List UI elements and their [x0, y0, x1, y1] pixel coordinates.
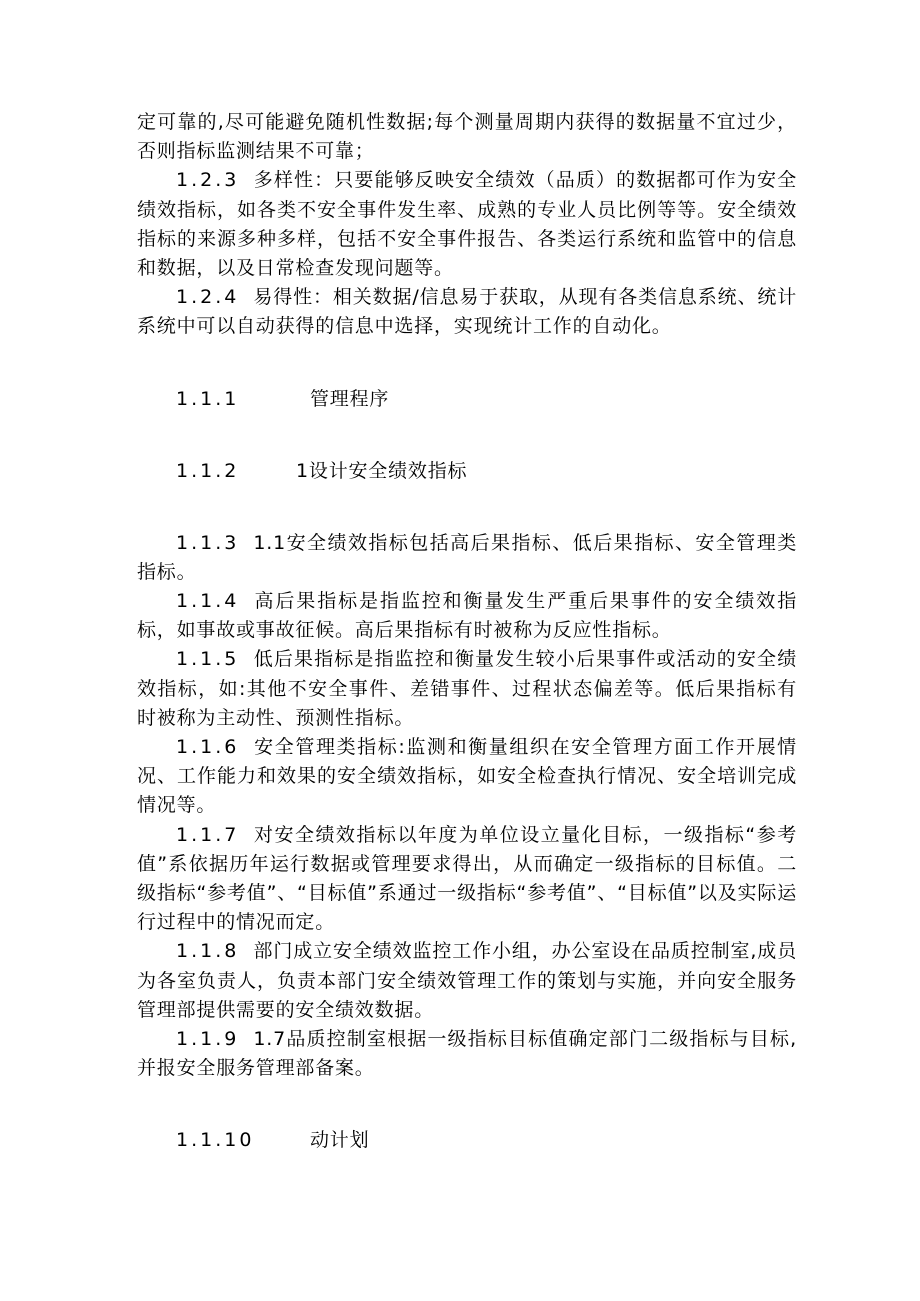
heading-1-1-2: [137, 457, 797, 486]
section-number: 1.1.6: [176, 736, 240, 759]
paragraph-text: 对安全绩效指标以年度为单位设立量化目标，一级指标“参考值”系依据历年运行数据或管理要求得出，从而确定一级指标的目标值。二级指标“参考值”、“目标值”系通过一级指标“参考值”、“目标值”以及实际运行过程中的情况而定。: [137, 823, 797, 934]
section-number: 1.1.1: [176, 387, 240, 410]
section-number: 1.1.5: [176, 648, 240, 671]
paragraph-text: 安全管理类指标:监测和衡量组织在安全管理方面工作开展情况、工作能力和效果的安全绩效指标，如安全检查执行情况、安全培训完成情况等。: [137, 736, 797, 817]
paragraph-1-1-6: [137, 733, 797, 821]
paragraph-text: 多样性：只要能够反映安全绩效（品质）的数据都可作为安全绩效指标，如各类不安全事件发生率、成熟的专业人员比例等等。安全绩效指标的来源多种多样，包括不安全事件报告、各类运行系统和监管中的信息和数据，以及日常检查发现问题等。: [137, 169, 797, 280]
section-number: 1.2.3: [176, 169, 240, 192]
heading-1-1-10: [137, 1126, 797, 1155]
section-number: 1.1.3: [176, 531, 240, 554]
paragraph-text: 易得性：相关数据/信息易于获取，从现有各类信息系统、统计系统中可以自动获得的信息中选择，实现统计工作的自动化。: [137, 286, 797, 338]
paragraph-1-1-5: [137, 645, 797, 733]
paragraph-1-1-7: [137, 821, 797, 938]
section-number: 1.1.2: [176, 459, 240, 482]
section-number: 1.1.9: [176, 1028, 240, 1051]
section-number: 1.1.8: [176, 940, 240, 963]
document-body: [137, 108, 797, 1155]
heading-text: 1设计安全绩效指标: [296, 459, 468, 482]
paragraph-1-1-9: [137, 1025, 797, 1083]
paragraph-text: 1.1安全绩效指标包括高后果指标、低后果指标、安全管理类指标。: [137, 531, 797, 583]
heading-1-1-1: [137, 385, 797, 414]
paragraph-text: 低后果指标是指监控和衡量发生较小后果事件或活动的安全绩效指标，如:其他不安全事件、差错事件、过程状态偏差等。低后果指标有时被称为主动性、预测性指标。: [137, 648, 797, 729]
section-number: 1.2.4: [176, 286, 240, 309]
paragraph-1-1-3: [137, 529, 797, 587]
paragraph-1-1-8: [137, 937, 797, 1025]
paragraph-text: 1.7品质控制室根据一级指标目标值确定部门二级指标与目标,并报安全服务管理部备案。: [137, 1028, 797, 1080]
paragraph-1-2-4: [137, 283, 797, 341]
paragraph-text: 高后果指标是指监控和衡量发生严重后果事件的安全绩效指标，如事故或事故征候。高后果指标有时被称为反应性指标。: [137, 590, 797, 642]
heading-text: 动计划: [310, 1129, 370, 1152]
section-number: 1.1.10: [176, 1129, 255, 1152]
heading-text: 管理程序: [310, 387, 390, 410]
section-number: 1.1.7: [176, 823, 240, 846]
paragraph-text: 部门成立安全绩效监控工作小组，办公室设在品质控制室,成员为各室负责人，负责本部门安全绩效管理工作的策划与实施，并向安全服务管理部提供需要的安全绩效数据。: [137, 940, 797, 1021]
paragraph-1-1-4: [137, 587, 797, 645]
paragraph-1-2-3: [137, 166, 797, 283]
section-number: 1.1.4: [176, 590, 240, 613]
paragraph-continuation: 定可靠的,尽可能避免随机性数据;每个测量周期内获得的数据量不宜过少，否则指标监测结果不可靠；: [137, 111, 797, 163]
